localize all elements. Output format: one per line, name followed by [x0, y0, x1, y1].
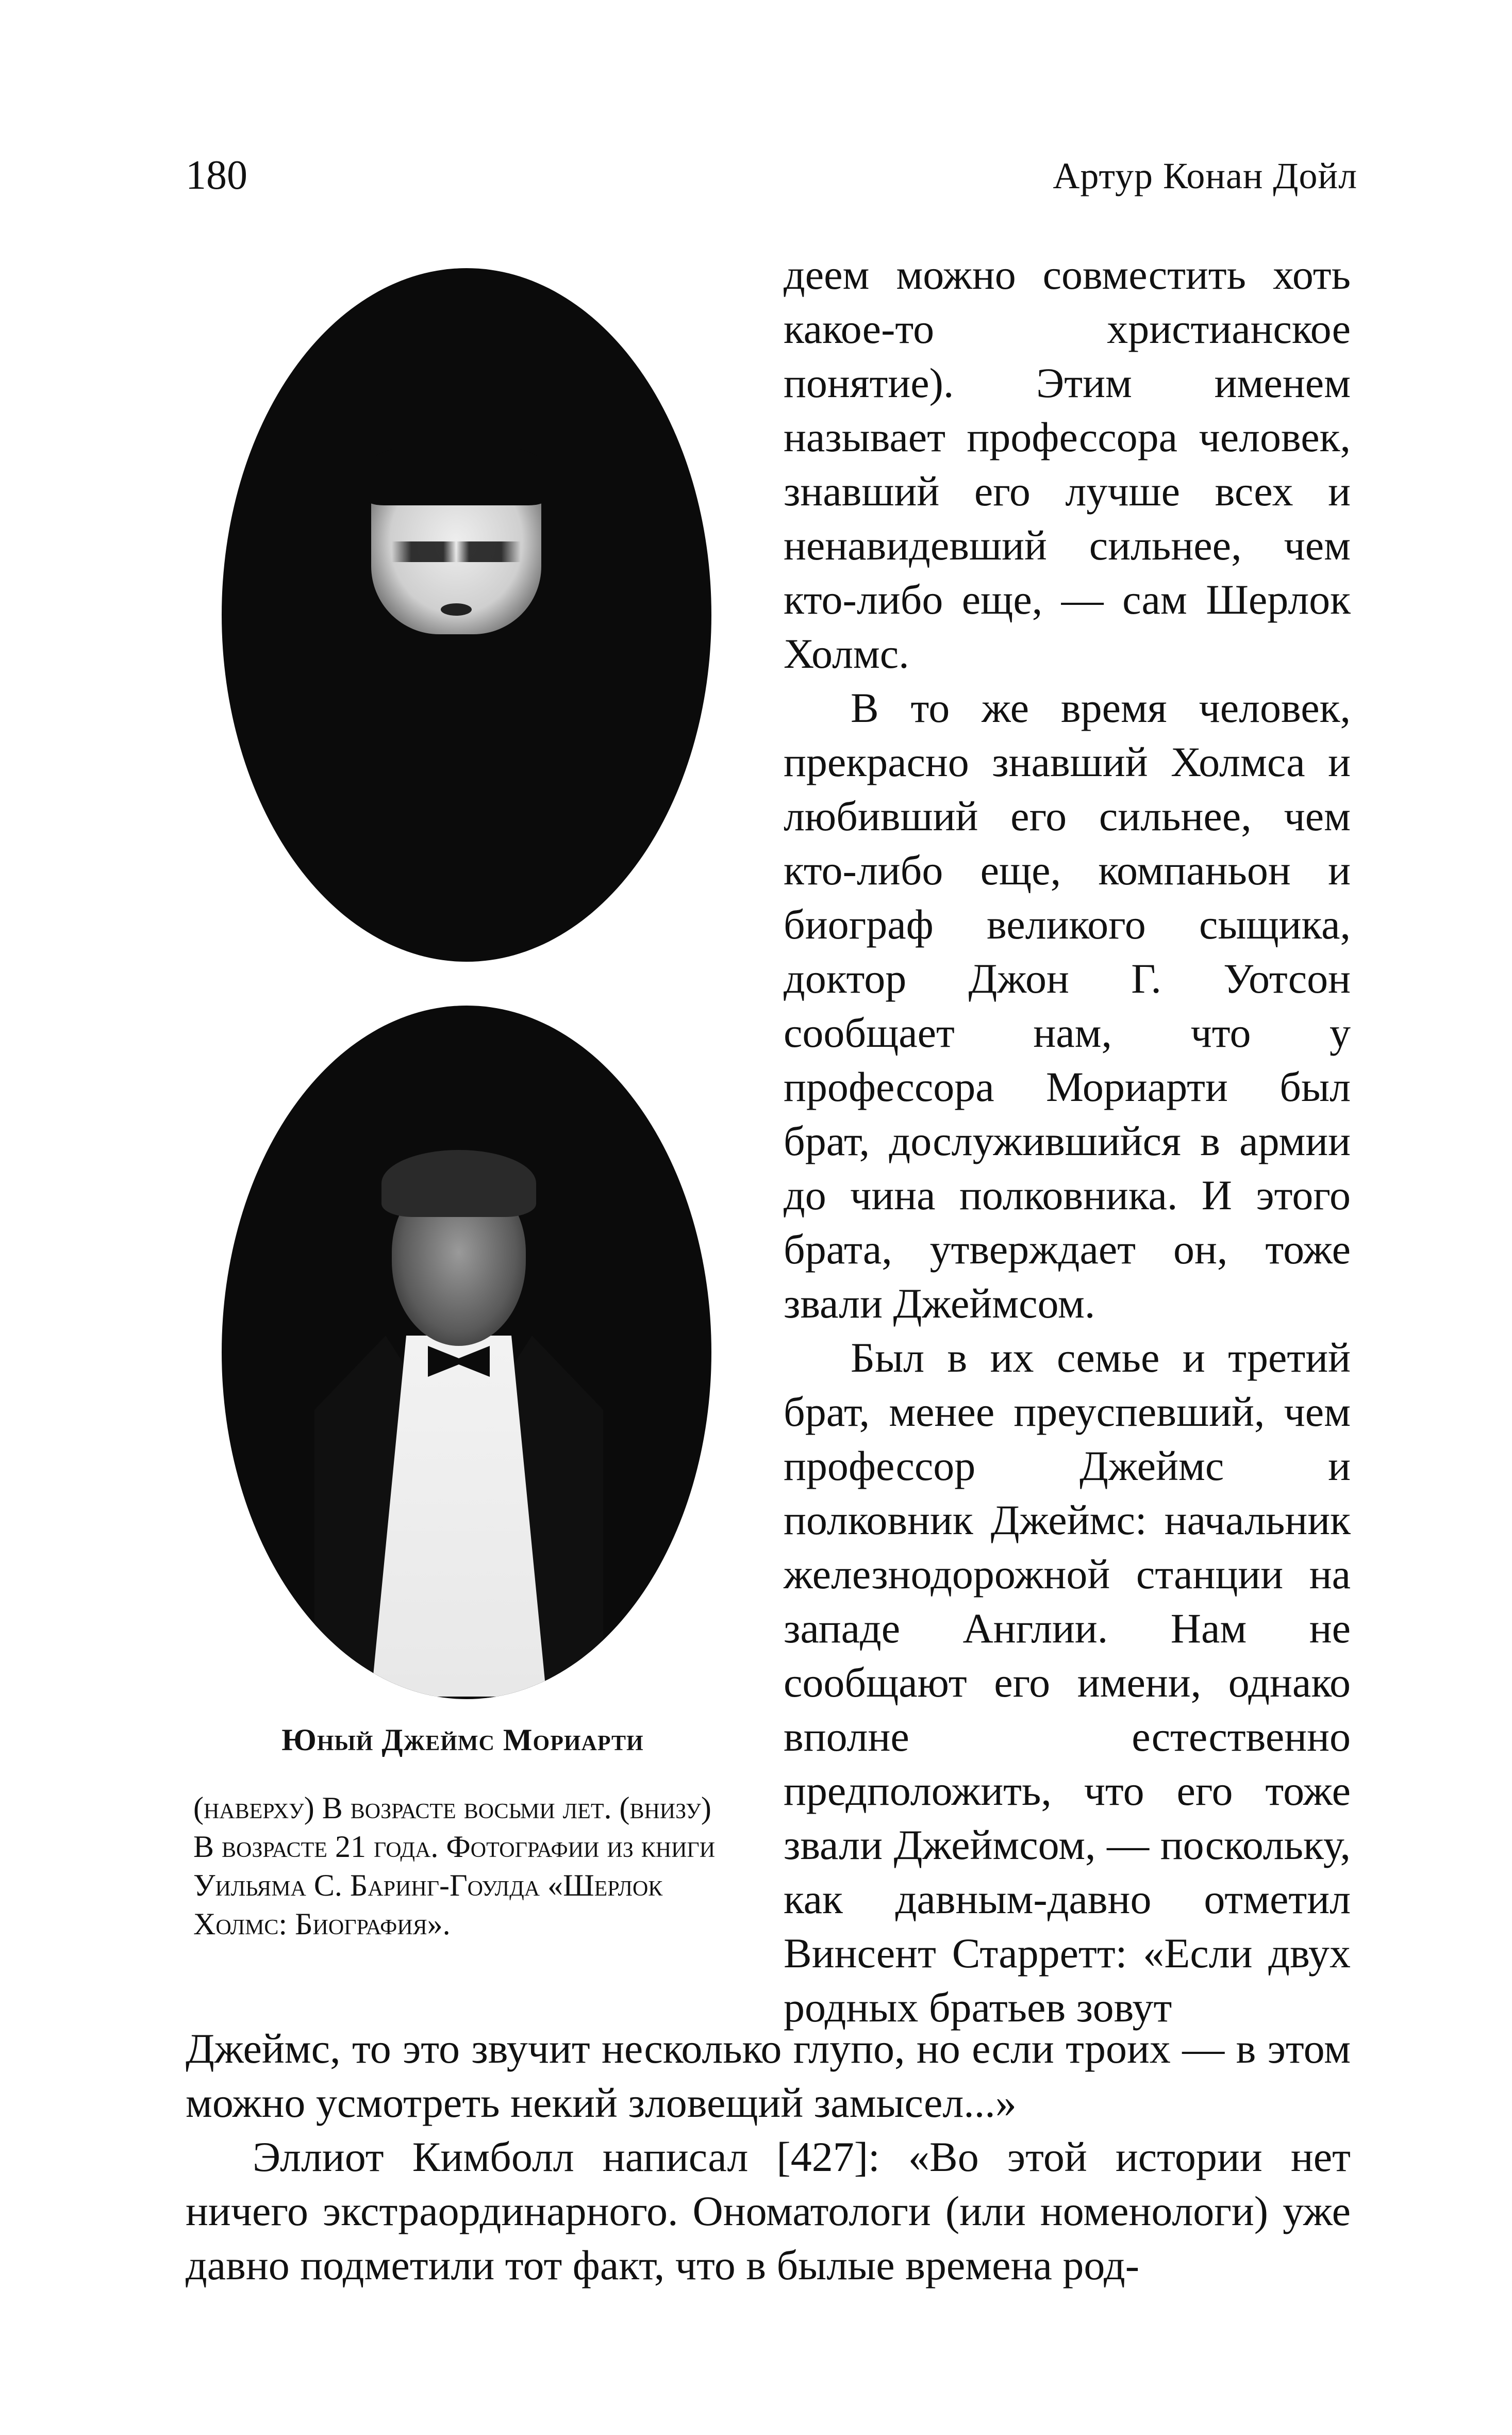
portrait-bottom — [222, 1006, 711, 1699]
caption-body: (наверху) В возрасте восьми лет. (внизу) В возрасте 21 года. Фотографии из книги Уильяма С. Баринг-Гоулда «Шерлок Холмс: Биография». — [193, 1791, 716, 1941]
adult-face — [392, 1176, 526, 1346]
figure-caption — [193, 1722, 732, 1944]
full-width-text — [186, 2021, 1351, 2292]
paragraph-1: деем можно совместить хоть какое-то христианское понятие). Этим именем называет профессора человек, знавший его лучше всех и ненавидевший сильнее, чем кто-либо еще, — сам Шерлок Холмс. — [784, 251, 1351, 677]
hair — [366, 443, 546, 505]
hair — [381, 1150, 536, 1217]
paragraph-4: Эллиот Кимболл написал [427]: «Во этой истории нет ничего экстраординарного. Ономатологи (или номенологи) уже давно подметили тот факт, что в былые времена род- — [186, 2133, 1351, 2289]
portrait-top — [222, 268, 711, 962]
caption-title: Юный Джеймс Мориарти — [281, 1723, 644, 1757]
running-head: Артур Конан Дойл — [1053, 155, 1357, 196]
paragraph-3-continued: Джеймс, то это звучит несколько глупо, но если троих — в этом можно усмотреть некий зловещий замысел...» — [186, 2025, 1351, 2126]
mouth — [441, 603, 472, 616]
child-face — [371, 464, 541, 634]
eyes — [392, 541, 521, 562]
paragraph-2: В то же время человек, прекрасно знавший Холмса и любивший его сильнее, чем кто-либо еще, компаньон и биограф великого сыщика, доктор Джон Г. Уотсон сообщает нам, что у профессора Мориарти был брат, дослужившийся в армии до чина полковника. И этого брата, утверждает он, тоже звали Джеймсом. — [784, 684, 1351, 1327]
text-column — [784, 248, 1351, 2034]
page-number: 180 — [186, 153, 247, 198]
paragraph-3: Был в их семье и третий брат, менее преуспевший, чем профессор Джеймс и полковник Джеймс: начальник железнодорожной станции на западе Англии. Нам не сообщают его имени, однако вполне естественно предположить, что его тоже звали Джеймсом, — поскольку, как давным-давно отметил Винсент Старретт: «Если двух родных братьев зовут — [784, 1334, 1351, 2031]
